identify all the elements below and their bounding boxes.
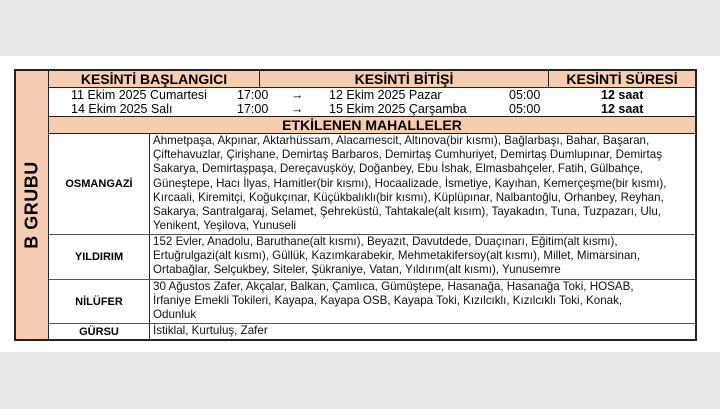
header-end: KESİNTİ BİTİŞİ: [260, 71, 549, 87]
list-line: Kırcaali, Kiremitçi, Koğukçınar, Küçükbalıklı(bir kısmı), Küplüpınar, Nalbantoğlu, Orhanbey, Reyhan,: [153, 190, 664, 204]
neighborhood-list: [150, 134, 695, 234]
header-start: KESİNTİ BAŞLANGICI: [49, 71, 260, 87]
district-name: NİLÜFER: [49, 280, 150, 323]
header-row: [49, 71, 695, 88]
list-line: Ertuğrulgazi(alt kısmı), Güllük, Kazımkarabekir, Mehmetakifersoy(alt kısmı), Millet, Mimarsinan,: [153, 249, 641, 263]
list-line: İrfaniye Emekli Tokileri, Kayapa, Kayapa OSB, Kayapa Toki, Kızılcıklı, Kızılcıklı Toki, Konak,: [153, 294, 623, 308]
district-row-osmangazi: [49, 134, 695, 235]
end-date: 12 Ekim 2025 Pazar: [329, 88, 442, 102]
district-row-nilufer: [49, 280, 695, 324]
header-duration: KESİNTİ SÜRESİ: [566, 71, 678, 87]
district-name: GÜRSU: [49, 324, 150, 339]
list-line: Ortabağlar, Selçukbey, Siteler, Şükraniye, Vatan, Yıldırım(alt kısmı), Yunusemre: [153, 263, 561, 277]
table-main: [49, 71, 695, 339]
district-row-yildirim: [49, 235, 695, 280]
outage-table: [14, 69, 697, 341]
group-label: B GRUBU: [21, 161, 42, 249]
duration: 12 saat: [601, 102, 644, 116]
start-date: 11 Ekim 2025 Cumartesi: [71, 88, 207, 102]
list-line: Odunluk: [153, 308, 197, 322]
list-line: Güneştepe, Hacı İlyas, Hamitler(bir kısmı), Hocaalizade, İsmetiye, Kayıhan, Kemerçeşme(bir kısmı),: [153, 176, 667, 190]
list-line: İstiklal, Kurtuluş, Zafer: [153, 324, 268, 337]
group-label-cell: [16, 71, 49, 339]
end-time: 05:00: [509, 88, 541, 102]
start-time: 17:00: [237, 88, 269, 102]
affected-title: ETKİLENEN MAHALLELER: [49, 117, 695, 134]
districts-block: [49, 134, 695, 339]
neighborhood-list: [150, 280, 695, 323]
start-time: 17:00: [237, 102, 269, 116]
arrow-icon: →: [291, 88, 304, 102]
end-date: 15 Ekim 2025 Çarşamba: [329, 102, 467, 116]
list-line: Çiftehavuzlar, Çirişhane, Demirtaş Barbaros, Demirtaş Cumhuriyet, Demirtaş Dumlupınar, Demirtaş: [153, 148, 662, 162]
duration: 12 saat: [601, 88, 644, 102]
list-line: Sakarya, Santralgaraj, Selamet, Şehreküstü, Tahtakale(alt kısım), Tayakadın, Tuna, Tuzpazarı, Ulu,: [153, 205, 662, 219]
schedule-block: [49, 88, 695, 117]
end-time: 05:00: [509, 102, 541, 116]
neighborhood-list: [150, 324, 695, 339]
list-line: Ahmetpaşa, Akpınar, Aktarhüssam, Alacamescit, Altınova(bir kısmı), Bağlarbaşı, Bahar, Başaran,: [153, 134, 650, 147]
list-line: 152 Evler, Anadolu, Baruthane(alt kısmı), Beyazıt, Davutdede, Duaçınarı, Eğitim(alt kısmı),: [153, 235, 618, 248]
list-line: 30 Ağustos Zafer, Akçalar, Balkan, Çamlıca, Gümüştepe, Hasanağa, Hasanağa Toki, HOSAB,: [153, 280, 634, 293]
neighborhood-list: [150, 235, 695, 279]
district-name: YILDIRIM: [49, 235, 150, 279]
district-row-gursu: [49, 324, 695, 339]
list-line: Yenikent, Yeşilova, Yunuseli: [153, 219, 297, 233]
start-date: 14 Ekim 2025 Salı: [71, 102, 173, 116]
list-line: Sakarya, Demirtaşpaşa, Dereçavuşköy, Doğanbey, Ebu İshak, Elmasbahçeler, Fatih, Gülbahçe,: [153, 162, 643, 176]
schedule-row: [49, 88, 695, 102]
notice-sheet: [0, 56, 720, 352]
arrow-icon: →: [291, 102, 304, 116]
district-name: OSMANGAZİ: [49, 134, 150, 234]
schedule-row: [49, 102, 695, 116]
